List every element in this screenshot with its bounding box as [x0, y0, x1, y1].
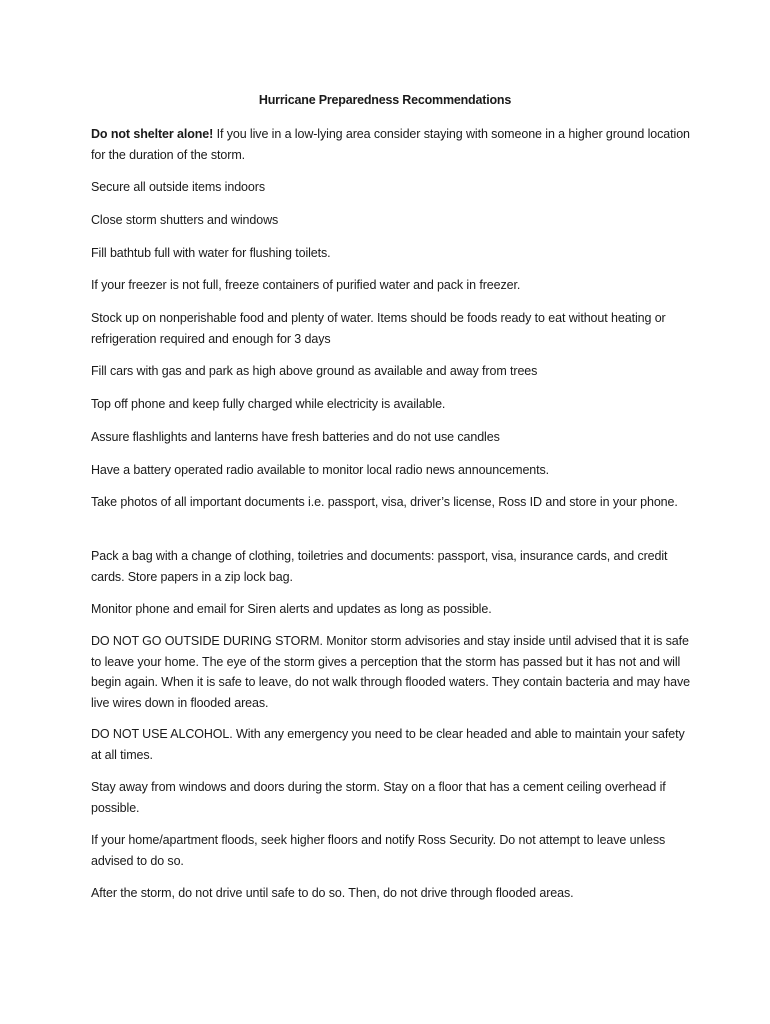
recommendation-paragraph: Assure flashlights and lanterns have fresh batteries and do not use candles — [91, 430, 500, 444]
intro-paragraph — [91, 124, 691, 165]
recommendation-paragraph: Pack a bag with a change of clothing, toiletries and documents: passport, visa, insurance cards, and credit cards. Store papers in a zip lock bag. — [91, 549, 668, 584]
recommendation-paragraph: If your home/apartment floods, seek higher floors and notify Ross Security. Do not attempt to leave unless advised to do so. — [91, 833, 666, 868]
recommendation-paragraph: After the storm, do not drive until safe to do so. Then, do not drive through flooded areas. — [91, 886, 574, 900]
recommendation-paragraph: Stay away from windows and doors during the storm. Stay on a floor that has a cement ceiling overhead if possible. — [91, 780, 666, 815]
recommendation-paragraph: If your freezer is not full, freeze containers of purified water and pack in freezer. — [91, 278, 521, 292]
recommendation-paragraph: Take photos of all important documents i.e. passport, visa, driver’s license, Ross ID and store in your phone. — [91, 495, 678, 509]
intro-bold-text: Do not shelter alone! — [91, 127, 214, 141]
recommendation-paragraph: Fill bathtub full with water for flushing toilets. — [91, 246, 331, 260]
recommendation-paragraph: Fill cars with gas and park as high above ground as available and away from trees — [91, 364, 538, 378]
recommendation-paragraph: Top off phone and keep fully charged while electricity is available. — [91, 397, 446, 411]
storm-warning-paragraph: DO NOT GO OUTSIDE DURING STORM. Monitor storm advisories and stay inside until advised that it is safe to leave your home. The eye of the storm gives a perception that the storm has passed but it has not and will begin again. When it is safe to leave, do not walk through flooded waters. They contain bacteria and may have live wires down in flooded areas. — [91, 634, 690, 710]
recommendation-paragraph: Close storm shutters and windows — [91, 213, 279, 227]
recommendation-paragraph: Have a battery operated radio available to monitor local radio news announcements. — [91, 463, 550, 477]
alcohol-warning-paragraph: DO NOT USE ALCOHOL. With any emergency you need to be clear headed and able to maintain your safety at all times. — [91, 727, 685, 762]
recommendation-paragraph: Secure all outside items indoors — [91, 180, 265, 194]
recommendation-paragraph: Stock up on nonperishable food and plenty of water. Items should be foods ready to eat without heating or refrigeration required and enough for 3 days — [91, 311, 666, 346]
document-title: Hurricane Preparedness Recommendations — [258, 93, 512, 107]
recommendation-paragraph: Monitor phone and email for Siren alerts and updates as long as possible. — [91, 602, 492, 616]
intro-text: If you live in a low-lying area consider staying with someone in a higher ground location for the duration of the storm. — [91, 127, 690, 162]
